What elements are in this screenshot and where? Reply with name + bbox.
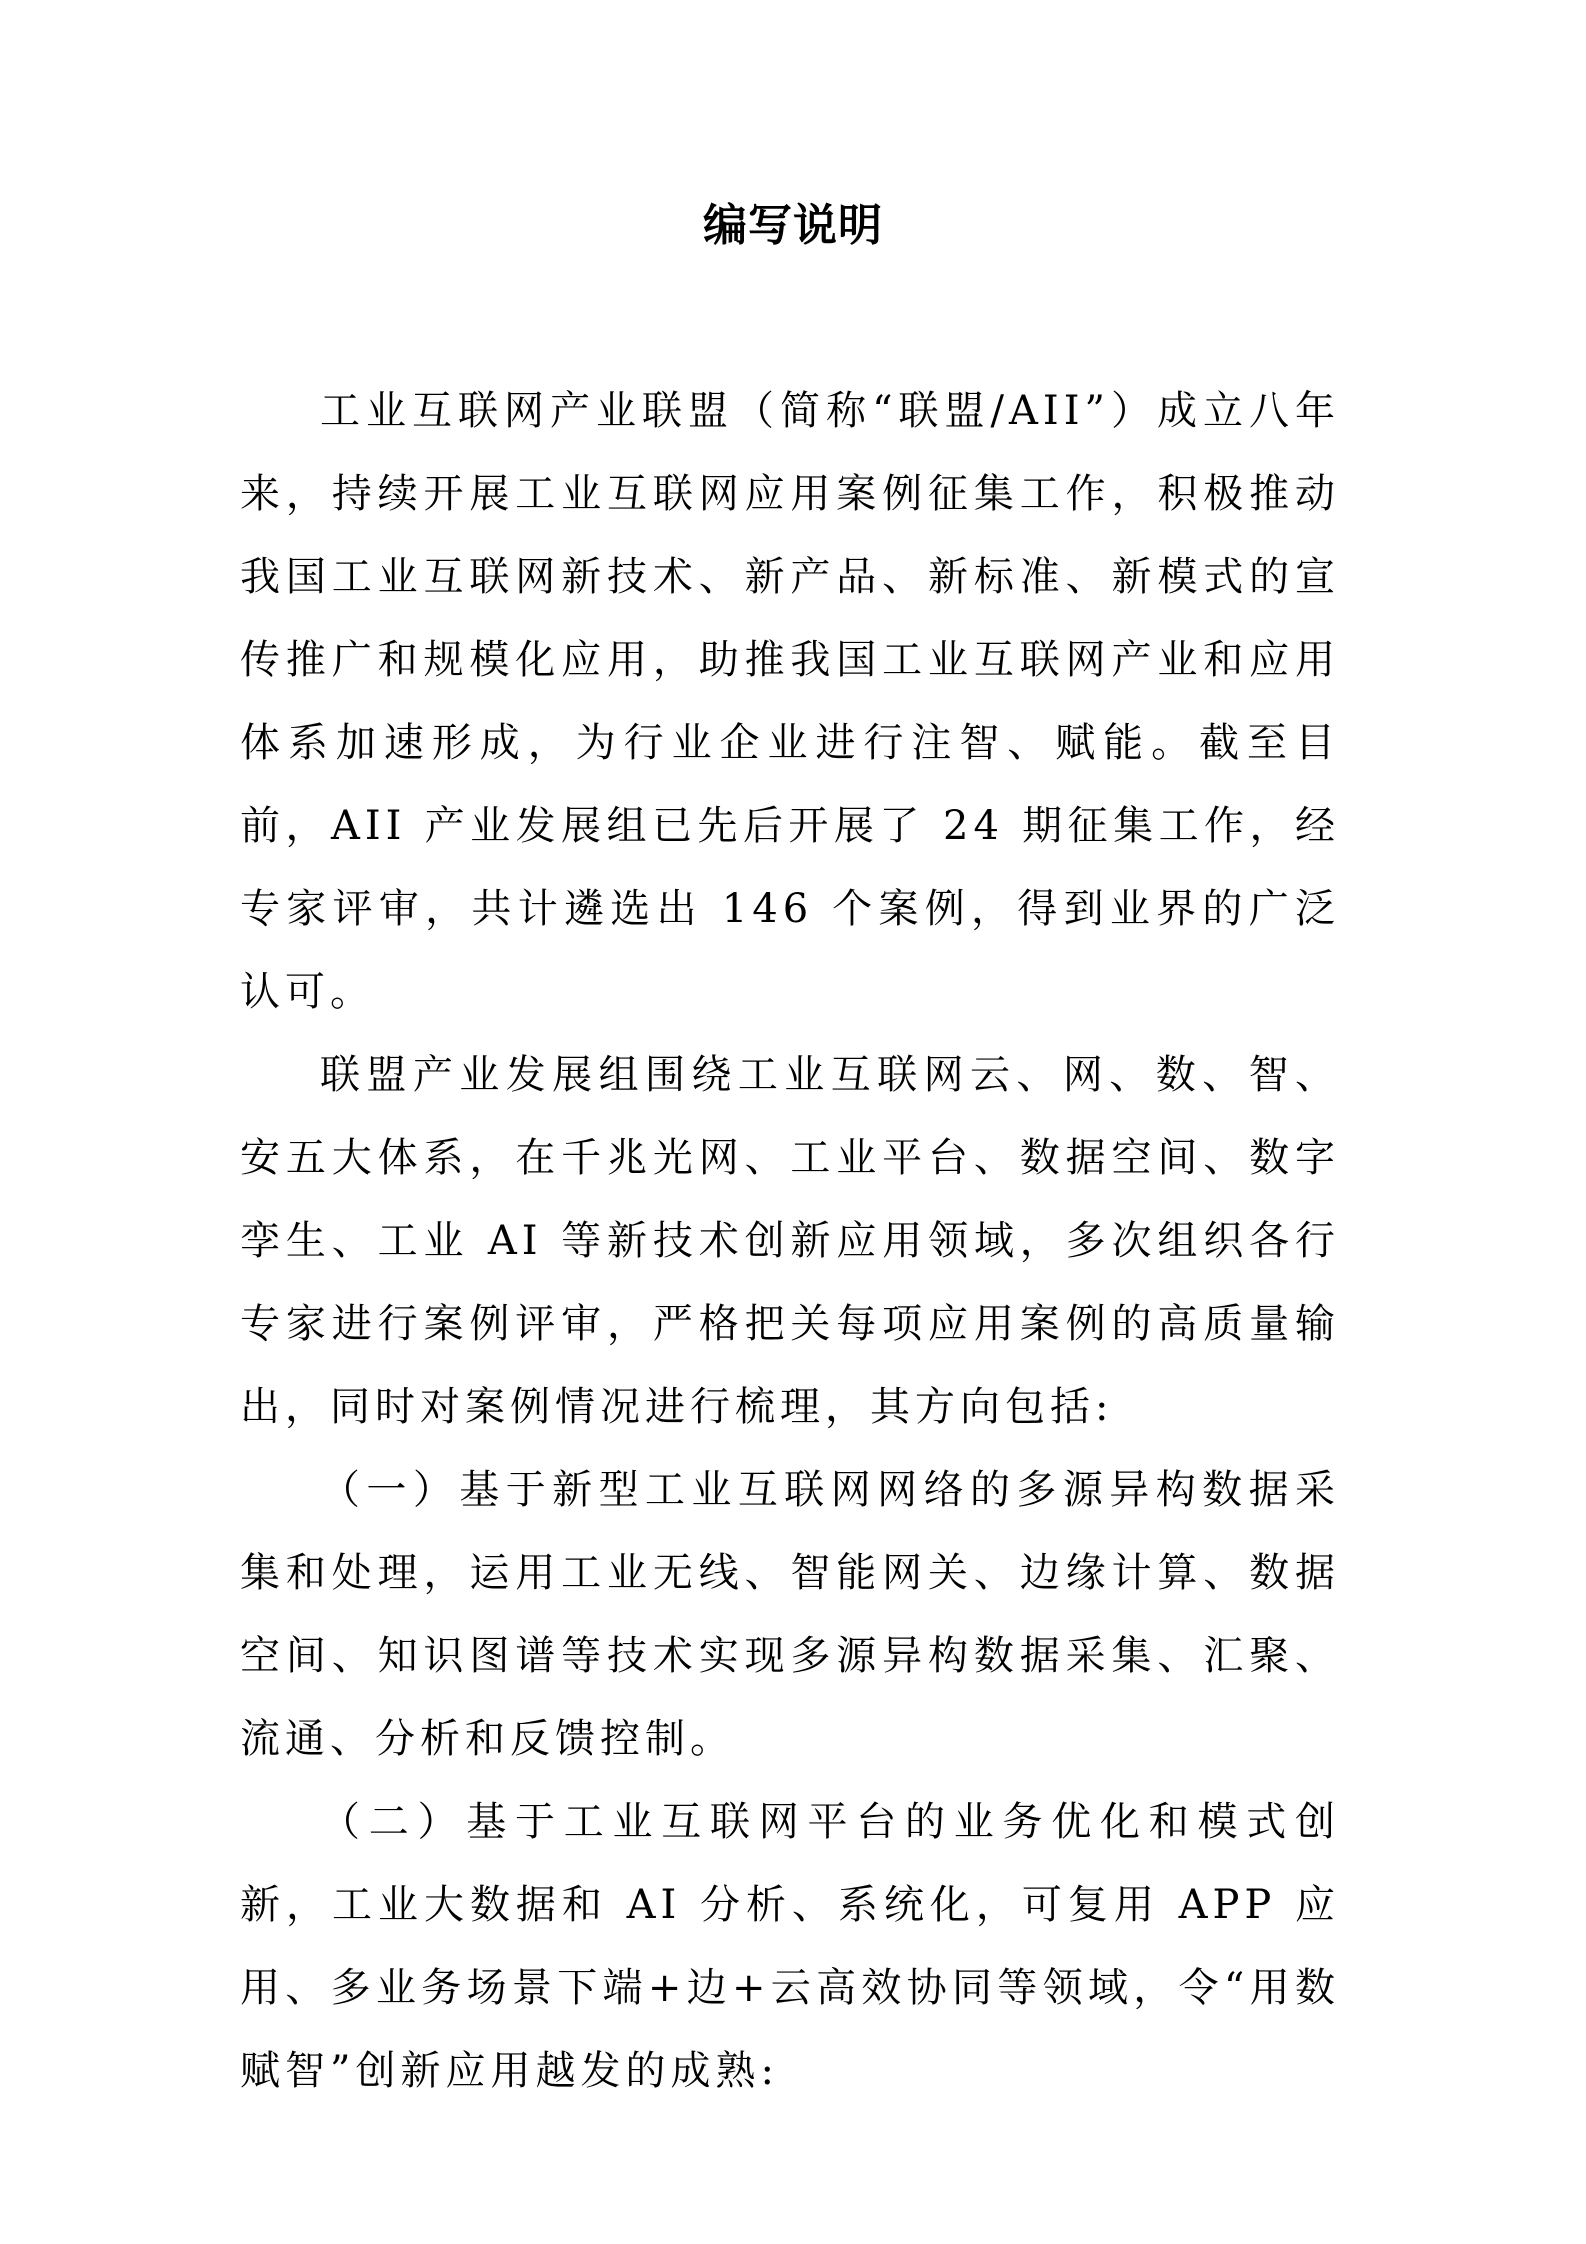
paragraph-direction-2: （二）基于工业互联网平台的业务优化和模式创新，工业大数据和 AI 分析、系统化，可复用 APP 应用、多业务场景下端+边+云高效协同等领域，令“用数赋智”创新应用越发的成熟: — [240, 1799, 1340, 2094]
page-title: 编写说明 — [703, 200, 883, 251]
paragraph-directions: 联盟产业发展组围绕工业互联网云、网、数、智、安五大体系，在千兆光网、工业平台、数据空间、数字孪生、工业 AI 等新技术创新应用领域，多次组织各行专家进行案例评审，严格把关每项应用案例的高质量输出，同时对案例情况进行梳理，其方向包括: — [240, 1052, 1340, 1430]
paragraph-direction-1: （一）基于新型工业互联网网络的多源异构数据采集和处理，运用工业无线、智能网关、边缘计算、数据空间、知识图谱等技术实现多源异构数据采集、汇聚、流通、分析和反馈控制。 — [240, 1467, 1340, 1762]
document-body — [240, 370, 1340, 2113]
paragraph-intro: 工业互联网产业联盟（简称“联盟/AII”）成立八年来，持续开展工业互联网应用案例征集工作，积极推动我国工业互联网新技术、新产品、新标准、新模式的宣传推广和规模化应用，助推我国工业互联网产业和应用体系加速形成，为行业企业进行注智、赋能。截至目前，AII 产业发展组已先后开展了 24 期征集工作，经专家评审，共计遴选出 146 个案例，得到业界的广泛认可。 — [240, 388, 1340, 1015]
